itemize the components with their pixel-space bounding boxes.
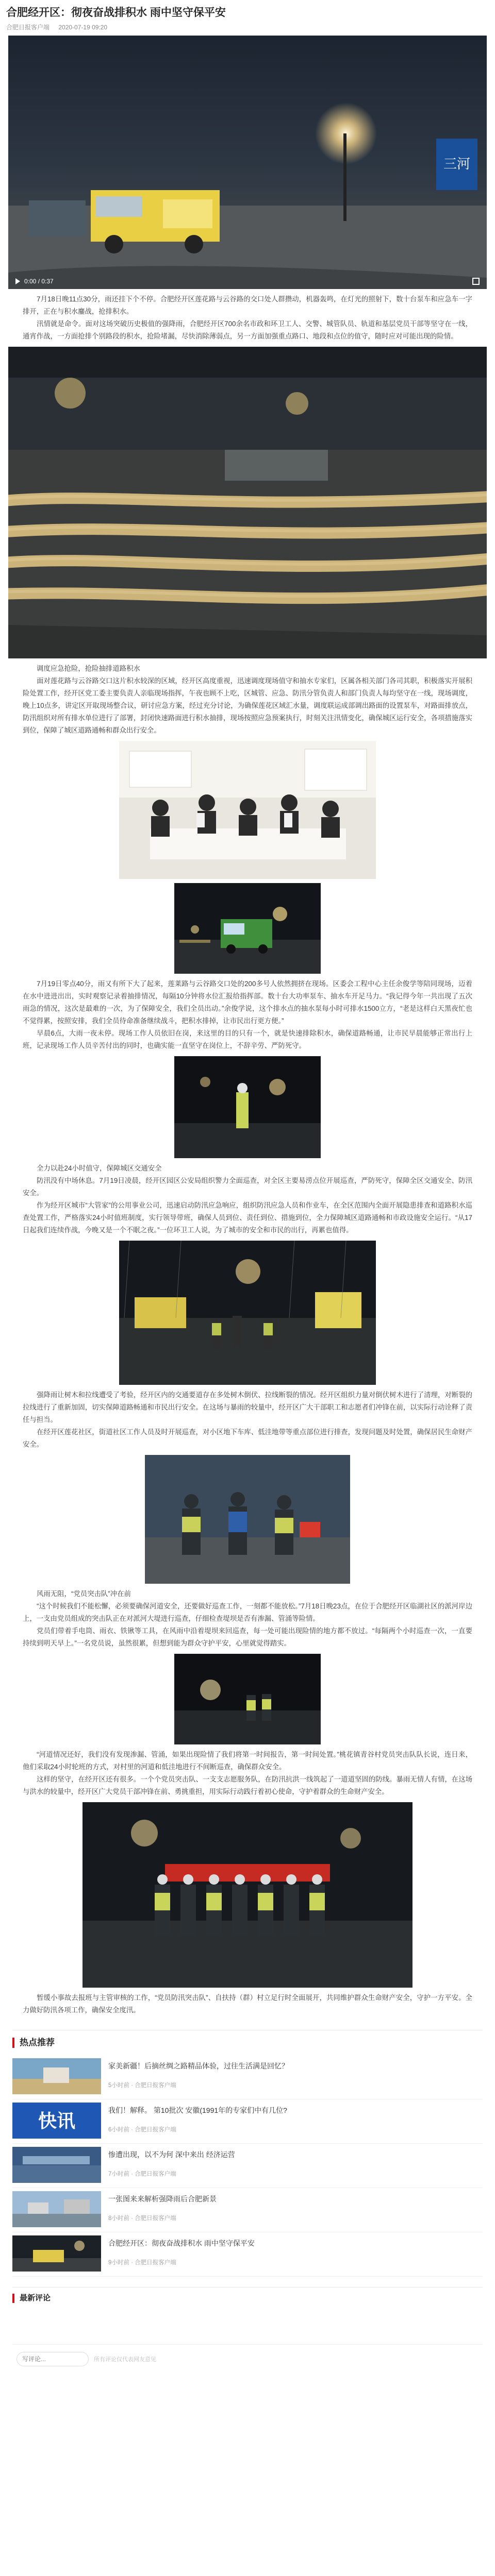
photo-night-patrol (174, 1654, 321, 1744)
photo-pump-truck (174, 883, 321, 974)
article-title: 合肥经开区：彻夜奋战排积水 雨中坚守保平安 (6, 7, 226, 19)
svg-text:三河: 三河 (443, 157, 471, 172)
hot-news-heading: 热点推荐 (12, 2038, 483, 2048)
comment-section (12, 2287, 483, 2373)
paragraph: 汛情就是命令。面对这场突破历史极值的强降雨，合肥经开区700余名市政和环卫工人、交警、城管队员、轨道和基层党员干部等坚守在一线，通宵作战，一方面抢排个别路段的积水，抢险堵漏，尽快消除薄弱点，另一方面加强重点路口、地段和点位的值守，随时应对可能出现的险情。 (23, 320, 472, 340)
video-duration: 0:00 / 0:37 (24, 278, 54, 285)
paragraph: 暂缓小事故去报班与主管审核的工作，“党员防汛突击队”、自扶持（群）村立足行时全面展开，共同维护群众生命财产安全，守护一方平安。全力做好防汛各项工作，确保安全度汛。 (23, 1994, 472, 2014)
comment-note: 所有评论仅代表网友意见 (94, 2356, 156, 2363)
paragraph: 面对莲花路与云谷路交口这片积水较深的区域，经开区高度重视，迅速调度现场值守和抽水专家们，区属各相关部门各司其职，积极落实开展积险处置工作，经开区党工委主要负责人亲临现场指挥，午夜也顾不上吃，区城管、应急、防汛分管负责人和部门负责人每均坚守在一线，现场调度，晚上10点多，讲定区开取现场整合议，研讨应急方案，经过充分讨论，为确保莲花区域汇水量，调度联运成部调出路面的设置泵车，对路面排放点，防汛组织对所有排水单位进行了部署，封闭快速路面进行积水抽排，现场按照应急预案执行，时刻关注汛情变化，确保城区运行安全，各项措施落实到位，保障了城区道路通畅和群众出行安全。 (23, 677, 472, 734)
photo-meeting (119, 741, 376, 879)
article-video[interactable] (8, 36, 487, 289)
video-frame (8, 36, 487, 289)
article-header (0, 0, 495, 36)
hot-news-item[interactable] (12, 2144, 483, 2188)
fullscreen-icon[interactable] (472, 278, 480, 285)
hot-news-headline[interactable]: 我们！解释。 第10批次 安徽(1991年的专家们中有几位? (108, 2106, 287, 2114)
hot-news-headline[interactable]: 合肥经开区：彻夜奋战排积水 雨中坚守保平安 (108, 2239, 255, 2247)
photo-caption: 风雨无阻，“党员突击队”冲在前 (37, 1590, 131, 1598)
paragraph: 防汛没有中场休息。7月19日凌晨，经开区园区公安局组织警力全面巡查，对全区主要易涝点位开展巡查，严防死守，保障全区交通安全、防汛安全。 (23, 1177, 472, 1197)
hot-news-item[interactable] (12, 2232, 483, 2277)
paragraph: 作为经开区城市“大管家”的公用事业公司，迅速启动防汛应急响应，组织防汛应急人员和作业车，在全区范围内全面开展隐患排查和道路积水巡查处置工作，严格落实24小时值班制度，实行领导带班，确保人员到位、责任到位、措施到位，全力保障城区道路通畅和市政设施安全运行。“从17日起我们连续作战，今晚又是一个不眠之夜。”一位环卫工人说，为了城市的安全和市民的出行，再累也值得。 (23, 1201, 472, 1234)
hot-news-item[interactable] (12, 2055, 483, 2099)
video-controls[interactable] (15, 278, 54, 285)
hot-news-thumb[interactable] (12, 2147, 101, 2183)
hot-news-section (12, 2030, 483, 2277)
hot-news-headline[interactable]: 惨遭出现，以不为何 深中来出 经济运营 (108, 2150, 235, 2159)
photo-caption: 调度应急抢险，抢险抽排道路积水 (37, 665, 140, 672)
hot-news-item[interactable] (12, 2188, 483, 2232)
article-meta (6, 23, 489, 31)
hot-news-meta: 8小时前 · 合肥日报客户端 (108, 2215, 176, 2222)
photo-group-banner (82, 1802, 412, 1988)
paragraph: 7月19日零点40分，雨又有所下大了起来，莲莱路与云谷路交口处的200多号人依然拥挤在现场。区委会工程中心主任余俊学等陪同现场，迈着在水中进进出出，实时观察记录着抽排情况，每隔10分钟将水位汇报给指挥部。数十台大功率泵车、抽水车开足马力。“我记得今年一共出现了五次雨急的情况，这次是最难的一次，为了保障安全，我们全员出动。”余俊学说，这个排水点的抽水泵每小时可排水1500立方，“老是这样白天黑夜忙也不觉得累，按照安排，我们全员待命准备继续战斗，把积水排掉，让市民出行更方便。” (23, 980, 472, 1025)
comment-heading: 最新评论 (12, 2294, 483, 2303)
hot-news-thumb[interactable] (12, 2058, 101, 2094)
paragraph: “这个时候我们不能松懈，必须要确保河道安全，还要做好巡查工作，一刻都不能放松。”7月18日晚23点，在位于合肥经开区临湖社区的派河岸边上，一支由党员组成的突击队正在对派河大堤进行巡查，仔细检查堤坝是否有渗漏、管涌等险情。 (23, 1602, 472, 1622)
svg-text:快讯: 快讯 (38, 2111, 76, 2132)
paragraph: 强降雨让树木和拉线遭受了考验，经开区内的交通要道存在多处树木倒伏、拉线断裂的情况。经开区组织力量对倒伏树木进行了清理，对断裂的拉线进行了重新加固，切实保障道路畅通和市民出行安全。在这场与暴雨的较量中，经开区广大干部职工和志愿者们冲锋在前，以实际行动诠释了责任与担当。 (23, 1391, 472, 1423)
photo-pumps-pipes (8, 347, 487, 658)
photo-police-night (174, 1056, 321, 1158)
hot-news-meta: 5小时前 · 合肥日报客户端 (108, 2082, 176, 2089)
article-source[interactable]: 合肥日报客户端 (6, 24, 50, 31)
hot-news-thumb[interactable] (12, 2191, 101, 2227)
hot-news-headline[interactable]: 一张图来来解析强降雨后合肥新景 (108, 2195, 217, 2203)
hot-news-item[interactable] (12, 2099, 483, 2144)
hot-news-thumb[interactable] (12, 2103, 101, 2139)
paragraph: 这样的坚守，在经开区还有很多。一个个党员突击队、一支支志愿服务队，在防汛抗洪一线筑起了一道道坚固的防线。暴雨无情人有情，在这场与洪水的较量中，经开区广大党员干部冲锋在前、勇挑重担，用实际行动践行着初心使命，守护着群众的生命财产安全。 (23, 1775, 472, 1795)
comment-input[interactable] (16, 2352, 89, 2366)
hot-news-meta: 9小时前 · 合肥日报客户端 (108, 2260, 176, 2266)
photo-caption: 全力以赴24小时值守，保障城区交通安全 (37, 1164, 162, 1172)
play-icon[interactable] (15, 278, 20, 284)
paragraph: “河道情况还好，我们没有发现渗漏、管涌，如果出现险情了我们将第一时间报告，第一时间处置。”桃花镇青谷村党员突击队队长说，连日来，他们采取24小时轮班的方式，对村里的河道和低洼地进行不间断巡查，确保群众安全。 (23, 1751, 472, 1771)
hot-news-meta: 6小时前 · 合肥日报客户端 (108, 2127, 176, 2133)
hot-news-thumb[interactable] (12, 2235, 101, 2272)
paragraph: 早晨6点，大雨一夜未停。现场工作人员依旧在岗，来这里的目的只有一个，就是快速排除积水，确保道路畅通，让市民早晨能够正常出行上班，记录现场工作人员辛苦付出的同时，也确实能一直坚守在岗位上，不辞辛劳、严防死守。 (23, 1029, 472, 1049)
photo-party-members (145, 1455, 350, 1584)
hot-news-meta: 7小时前 · 合肥日报客户端 (108, 2171, 176, 2177)
paragraph: 党员们带着手电筒、雨衣、铁锹等工具，在风雨中沿着堤坝来回巡查，每一处可能出现险情的地方都不放过。“每隔两个小时巡查一次，一直要持续到明天早上。”一名党员说，虽然很累，但想到能为群众守护平安，心里就觉得踏实。 (23, 1627, 472, 1647)
paragraph: 7月18日晚11点30分，雨还挂下个不停。合肥经开区莲花路与云谷路的交口处人群攒动，机器轰鸣，在灯光的照射下，数十台泵车和应急车一字排开，正在与积水鏖战，抢排积水。 (23, 295, 472, 315)
hot-news-headline[interactable]: 家美新疆！后摘丝绸之路精品体验，过往生活满是回忆？ (108, 2062, 289, 2070)
article-date: 2020-07-19 09:20 (58, 24, 108, 31)
photo-rescue-vehicles (119, 1241, 376, 1385)
comment-bar (12, 2344, 483, 2373)
paragraph: 在经开区莲花社区，街道社区工作人员及时开展巡查，对小区地下车库、低洼地带等重点部位进行排查，发现问题及时处置，确保居民生命财产安全。 (23, 1428, 472, 1448)
